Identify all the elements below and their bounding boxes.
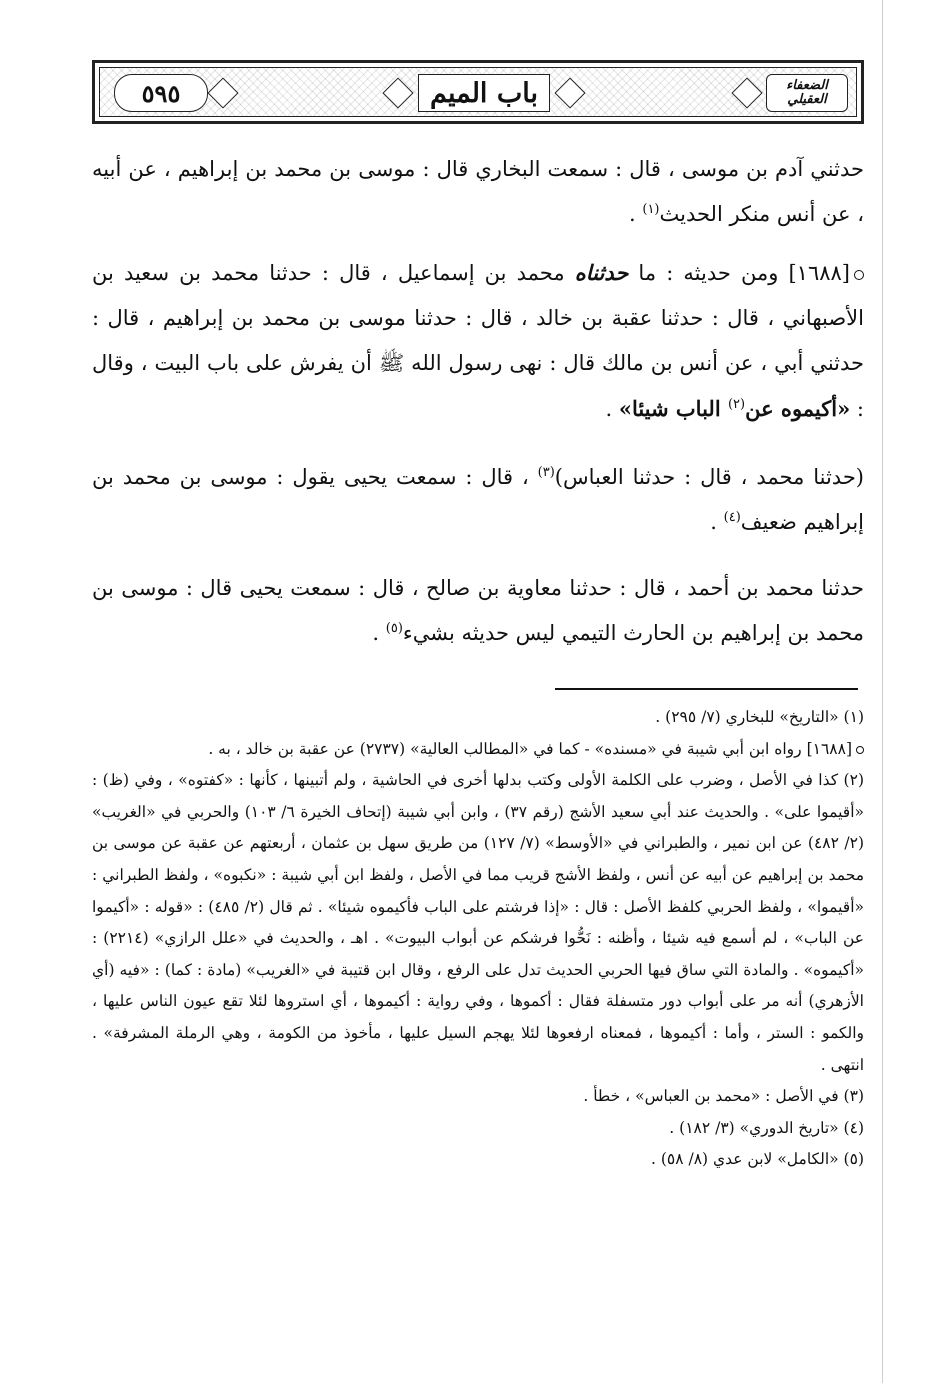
- footnote-ref[interactable]: (٢): [727, 397, 746, 412]
- page-header: [92, 60, 864, 124]
- footnote-ref[interactable]: (١): [642, 202, 660, 217]
- text-run: (حدثنا محمد ، قال : حدثنا العباس): [554, 465, 864, 489]
- entry-number: [١٦٨٨]: [788, 261, 850, 285]
- text-run: حدثني آدم بن موسى ، قال : سمعت البخاري قال : موسى بن محمد بن إبراهيم ، عن أبيه ، عن أنس منكر الحديث: [92, 157, 864, 226]
- paragraph-2: [92, 250, 864, 432]
- footnote-entry-text: [١٦٨٨] رواه ابن أبي شيبة في «مسنده» - كما في «المطالب العالية» (٢٧٣٧) عن عقبة بن خالد ، به .: [208, 739, 852, 758]
- footnote-3: (٣) في الأصل : «محمد بن العباس» ، خطأ .: [583, 1087, 864, 1106]
- text-run: حدثنا محمد بن أحمد ، قال : حدثنا معاوية بن صالح ، قال : سمعت يحيى قال : موسى بن محمد بن إبراهيم بن الحارث التيمي ليس حديثه بشيء: [92, 576, 864, 645]
- paragraph-4: [92, 566, 864, 656]
- text-run: محمد بن إسماعيل ، قال : حدثنا محمد بن سعيد بن الأصبهاني ، قال : حدثنا عقبة بن خالد ، قال : حدثنا موسى بن محمد بن إبراهيم ، قال : حدثني أبي ، عن أنس بن مالك قال : نهى رسول الله ﷺ أن يفرش على باب البيت ، وقال :: [92, 261, 864, 421]
- text-run: حدثناه: [574, 260, 629, 285]
- diamond-ornament-icon: [731, 77, 762, 108]
- diamond-ornament-icon: [382, 77, 413, 108]
- text-run: ومن حديثه : ما: [628, 261, 789, 285]
- footnote-2: (٢) كذا في الأصل ، وضرب على الكلمة الأولى وكتب بدلها أخرى في الحاشية ، ولم أتبينها ، كأنها : «كفتوه» ، وفي (ظ) : «أقيموا على» . والحديث عند أبي سعيد الأشج (رقم ٣٧) ، وابن أبي شيبة (إتحاف الخيرة ٦/ ١٠٣) والحربي في «الغريب» (٢/ ٤٨٢) عن ابن نمير ، والطبراني في «الأوسط» (٧/ ١٢٧) من طريق سهل بن عثمان ، أربعتهم عن عقبة عن موسى بن محمد بن إبراهيم عن أبيه عن أنس ، ولفظ الأشج قريب مما في الأصل ، ولفظ ابن أبي شيبة : «نكبوه» ، ولفظ الطبراني : «أقيموا» ، ولفظ الحربي كلفظ الأصل : قال : «إذا فرشتم على الباب فأكيموه شيئا» . ثم قال (٢/ ٤٨٥) : «قوله : «أكيموا عن الباب» ، لم أسمع فيه شيئا ، وأظنه : نَحُّوا فرشكم عن أبواب البيوت» . اهـ ، والحديث في «علل الرازي» (٢٢١٤) : «أكيموه» . والمادة التي ساق فيها الحربي الحديث تدل على الرفع ، وقال ابن قتيبة في «الغريب» (مادة : كما) : «فيه (أي الأزهري) أنه مر على أبواب دور متسفلة فقال : أكموها ، وفي رواية : أكيموها ، أي استروها لئلا تقع عيون الناس عليها ، والكمو : الستر ، وأما : أكيموها ، فمعناه ارفعوها لئلا يهجم السيل عليها ، مأخوذ من الكومة ، وهي الرملة المشرفة» . انتهى .: [92, 771, 865, 1074]
- page-number-panel: [114, 74, 208, 112]
- text-run: «أكيموه عن: [745, 396, 851, 421]
- footnote-entry-1688: [92, 734, 864, 766]
- page-edge-line: [882, 0, 883, 1383]
- book-logo: الضعفاء العقيلي: [786, 78, 828, 107]
- entry-circle-icon: [856, 746, 864, 754]
- footnotes: [92, 702, 864, 1176]
- book-logo-panel: [766, 74, 848, 112]
- entry-circle-icon: [854, 270, 864, 280]
- footnote-4: (٤) «تاريخ الدوري» (٣/ ١٨٢) .: [669, 1118, 864, 1137]
- footnote-ref[interactable]: (٣): [537, 465, 555, 480]
- footnote-1: (١) «التاريخ» للبخاري (٧/ ٢٩٥) .: [655, 708, 864, 726]
- footnote-ref[interactable]: (٤): [723, 510, 741, 525]
- text-run: .: [372, 621, 386, 645]
- text-run: .: [710, 510, 724, 534]
- diamond-ornament-icon: [207, 77, 238, 108]
- header-pattern: [99, 67, 857, 117]
- text-run: الباب شيئا»: [618, 396, 728, 421]
- page-number: ٥٩٥: [141, 78, 181, 108]
- diamond-ornament-icon: [554, 77, 585, 108]
- footnote-ref[interactable]: (٥): [385, 621, 403, 636]
- section-title: باب الميم: [429, 77, 538, 109]
- section-title-panel: [418, 74, 550, 112]
- text-run: .: [629, 202, 643, 226]
- paragraph-1: [92, 147, 864, 237]
- text-run: .: [605, 397, 619, 421]
- footnote-5: (٥) «الكامل» لابن عدي (٨/ ٥٨) .: [650, 1150, 864, 1169]
- text-run: ، قال : سمعت يحيى يقول : موسى بن محمد بن إبراهيم ضعيف: [92, 465, 864, 534]
- footnote-divider: [555, 688, 858, 690]
- paragraph-3: [92, 455, 864, 545]
